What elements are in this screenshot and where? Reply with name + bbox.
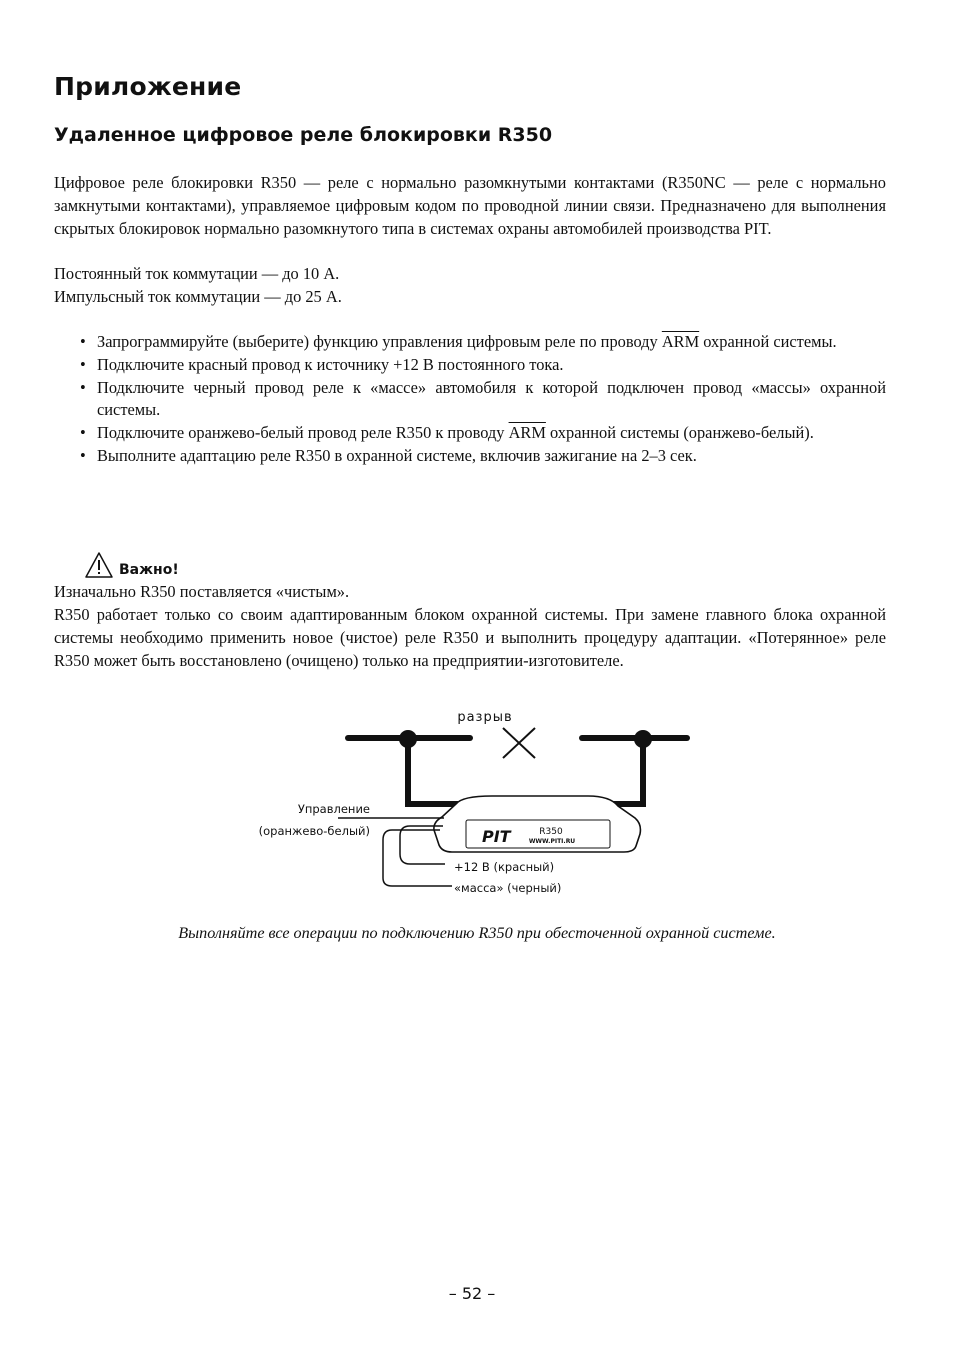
arm-signal: $\overline{ARM}$: [508, 423, 546, 443]
diagram-caption: Выполняйте все операции по подключению R350 при обесточенной охранной системе.: [178, 924, 776, 942]
device-logo: PIT: [482, 827, 511, 846]
step-item: • Выполните адаптацию реле R350 в охранной системе, включив зажигание на 2–3 сек.: [80, 445, 886, 468]
bullet-icon: •: [80, 354, 86, 374]
bullet-icon: •: [80, 423, 86, 443]
device-model: R350: [539, 827, 563, 837]
break-label: разрыв: [457, 710, 513, 725]
bullet-icon: •: [80, 377, 86, 397]
pulse-current-line: Импульсный ток коммутации — до 25 А.: [54, 287, 342, 306]
page-title: Приложение: [54, 72, 242, 101]
step-item: • Подключите черный провод реле к «массе» автомобиля к которой подключен провод «массы» охранной системы.: [80, 377, 886, 420]
ground-wire-label: «масса» (черный): [454, 881, 562, 895]
arm-signal: $\overline{ARM}$: [661, 332, 700, 351]
warning-triangle-icon: [84, 551, 114, 579]
wire-junction: [399, 730, 417, 748]
step-item: • Подключите оранжево-белый провод реле R350 к проводу $\overline{ARM}$ охранной системы (оранжево-белый).: [80, 422, 886, 445]
page-number: – 52 –: [448, 1284, 496, 1303]
intro-paragraph: Цифровое реле блокировки R350 — реле с нормально разомкнутыми контактами (R350NC — реле с нормально замкнутыми контактами), управляемое цифровым кодом по проводной линии связи. Предназначено для выполнения скрытых блокировок нормально разомкнутого типа в системах охраны автомобилей производства PIT.: [54, 173, 886, 238]
step-item: • Запрограммируйте (выберите) функцию управления цифровым реле по проводу $\overline{ARM}$ охранной системы.: [80, 331, 886, 354]
bullet-icon: •: [80, 332, 86, 351]
important-paragraph: R350 работает только со своим адаптированным блоком охранной системы. При замене главного блока охранной системы необходимо применить новое (чистое) реле R350 и выполнить процедуру адаптации. «Потерянное» реле R350 может быть восстановлено (очищено) только на предприятии-изготовителе.: [54, 605, 886, 670]
wiring-diagram: [230, 700, 710, 900]
control-wire-label: Управление: [297, 802, 370, 816]
constant-current-line: Постоянный ток коммутации — до 10 А.: [54, 264, 340, 283]
section-title: Удаленное цифровое реле блокировки R350: [54, 124, 553, 146]
installation-steps: [80, 331, 886, 468]
blocked-circuit-wires: [348, 738, 687, 804]
important-line-clean: Изначально R350 поставляется «чистым».: [54, 582, 350, 601]
break-cross-icon: [503, 728, 535, 758]
bullet-icon: •: [80, 445, 86, 465]
relay-device: [434, 796, 641, 852]
device-url: WWW.PITI.RU: [528, 838, 576, 845]
important-label: Важно!: [119, 562, 179, 578]
control-wire-color-label: (оранжево-белый): [258, 824, 370, 838]
power-wire-label: +12 В (красный): [454, 860, 555, 874]
step-item: • Подключите красный провод к источнику +12 В постоянного тока.: [80, 354, 886, 377]
important-notice: [84, 549, 179, 579]
wire-junction: [634, 730, 652, 748]
